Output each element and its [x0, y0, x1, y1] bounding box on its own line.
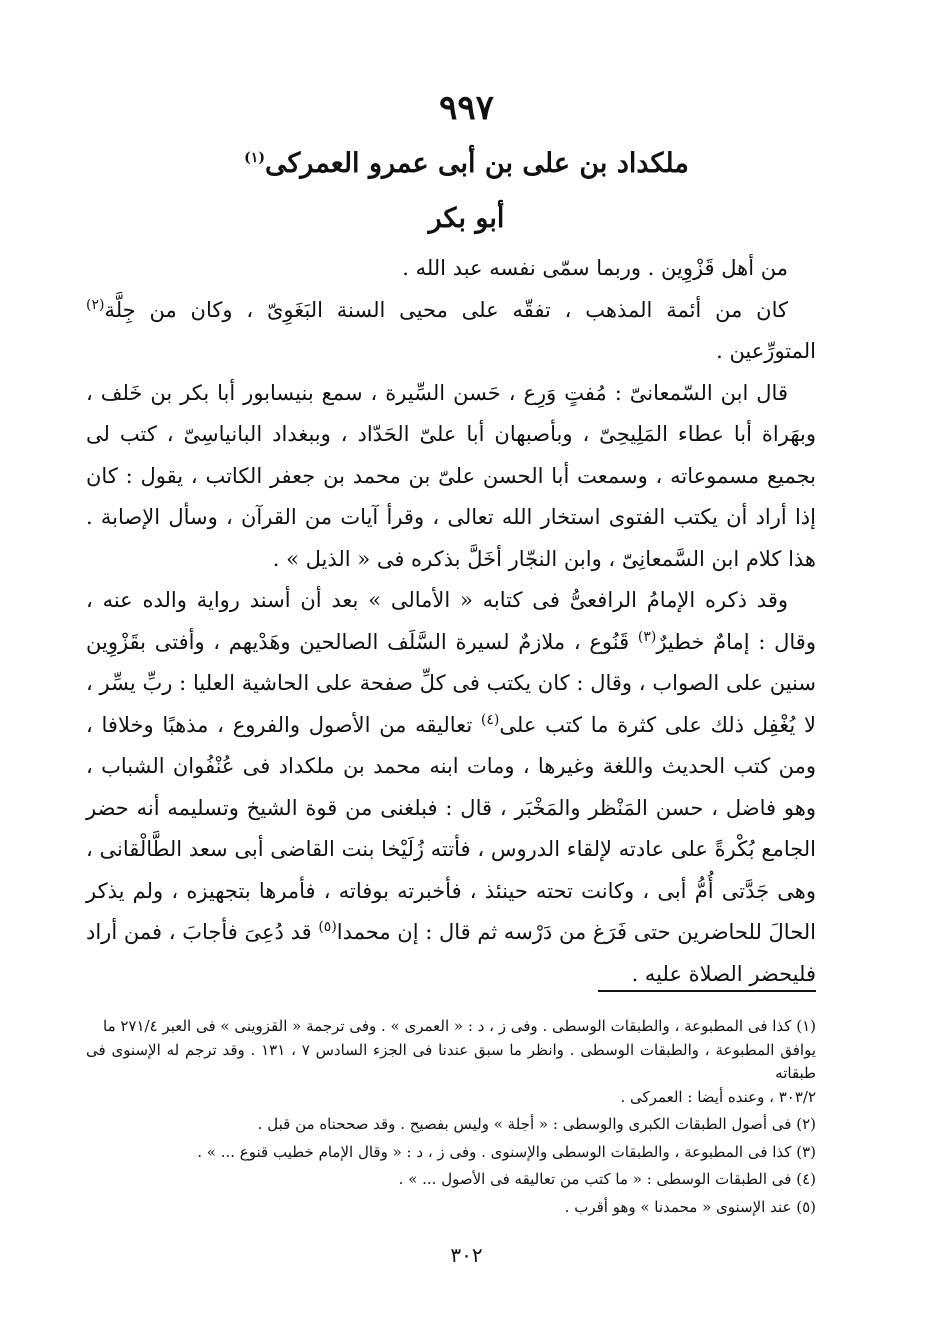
footnote-marker: (٢): [86, 296, 105, 313]
footnote: [86, 1168, 816, 1192]
paragraph: [86, 248, 816, 290]
footnote-marker: (٣): [637, 628, 657, 645]
main-text: [86, 248, 816, 995]
footnote-line: يوافق المطبوعة ، والطبقات الوسطى . وانظر ما سبق عندنا فى الجزء السادس ٧ ، ١٣١ . وقد ترجم له الإسنوى فى طبقاته: [86, 1040, 816, 1082]
paragraph-text: كان من أئمة المذهب ، تفقّه على محيى السنة البَغَوِىّ ، وكان من جِلَّة: [104, 297, 788, 322]
footnotes: [86, 1015, 816, 1223]
paragraph-text: المتورِّعين .: [716, 339, 816, 363]
paragraph: [86, 373, 816, 581]
footnote: [86, 1113, 816, 1137]
footnote-marker: (٤): [480, 711, 500, 728]
paragraph: [86, 290, 816, 373]
title-footnote-marker: (١): [244, 150, 265, 166]
entry-kunya: أبو بكر: [428, 203, 505, 234]
footnote-line: ٣٠٣/٢ ، وعنده أيضا : العمركى .: [620, 1087, 816, 1106]
footnote: [86, 1015, 816, 1109]
paragraph-text: قال ابن السّمعانىّ : مُفتٍ وَرِع ، حَسن السِّيرة ، سمع بنيسابور أبا بكر بن خَلف ، وبهَراة أبا عطاء المَلِيحِىّ ، وبأصبهان أبا علىّ الحَدّاد ، وببغداد البانياسِىّ ، كتب لى بجميع مسموعاته ، وسمعت أبا الحسن علىّ بن محمد بن جعفر الكاتب ، يقول : كان إذا أراد أن يكتب الفتوى استخار الله تعالى ، وقرأ آيات من القرآن ، وسأل الإصابة . هذا كلام ابن السَّمعانِىّ ، وابن النجّار أخَلَّ بذكره فى « الذيل » .: [86, 380, 816, 571]
paragraph-text: وقد ذكره الإمامُ الرافعىُّ فى كتابه « الأمالى » بعد أن أسند رواية والده عنه ، وقال : إمامٌ خطيرٌ: [86, 588, 816, 654]
footnote-line: (٥) عند الإسنوى « محمدنا » وهو أقرب .: [564, 1197, 816, 1216]
paragraph-text: تعاليقه من الأصول والفروع ، مذهبًا وخلافا ، ومن كتب الحديث واللغة وغيرها ، ومات ابنه محمد بن ملكداد فى عُنْفُوان الشباب ، وهو فاضل ، حسن المَنْظر والمَخْبَر ، قال : فبلغنى من قوة الشيخ وتسليمه أنه حضر الجامع بُكْرةً على عادته لإلقاء الدروس ، فأتته زُلَيْخا بنت القاضى أبى سعد الطَّالْقانى ، وهى جَدَّتى أُمُّ أبى ، وكانت تحته حينئذ ، فأخبرته بوفاته ، فأمرها بتجهيزه ، ولم يذكر الحالَ للحاضرين حتى فَرَغ من دَرْسه ثم قال : إن محمدا: [86, 712, 816, 944]
footnote-line: (٢) فى أصول الطبقات الكبرى والوسطى : « أجلة » وليس بفصيح . وقد صححناه من قبل .: [257, 1115, 816, 1133]
paragraph-text: قَنُوع ، ملازمٌ لسيرة السَّلَف الصالحين وهَدْيهم ، وأفتى بقَزْوِين سنين على الصواب ، وقال : كان يكتب فى كلِّ صفحة على الحاشية العليا : ربِّ يسِّر ، لا يُغْفِل ذلك على كثرة ما كتب على: [86, 629, 817, 737]
paragraph: [86, 580, 816, 995]
entry-title: [0, 148, 933, 179]
footnote-line: (٤) فى الطبقات الوسطى : « ما كتب من تعاليقه فى الأصول ... » .: [398, 1170, 816, 1188]
paragraph-text: قد دُعِىَ فأجابَ ، فمن أراد فليحضر الصلاة عليه .: [86, 920, 816, 986]
footnote: [86, 1141, 816, 1165]
entry-title-text: ملكداد بن على بن أبى عمرو العمركى: [264, 148, 689, 179]
footnote-line: (٣) كذا فى المطبوعة ، والطبقات الوسطى والإسنوى . وفى ز ، د : « وقال الإمام خطيب قنوع ... » .: [197, 1142, 816, 1161]
paragraph-text: من أهل قَزْوِين . وربما سمّى نفسه عبد الله .: [402, 256, 788, 280]
entry-number: ٩٩٧: [439, 88, 494, 128]
page-number: ٣٠٢: [450, 1243, 483, 1267]
footnote-line: (١) كذا فى المطبوعة ، والطبقات الوسطى . وفى ز ، د : « العمرى » . وفى ترجمة « القزوينى » فى العبر ٢٧١/٤ ما: [103, 1017, 816, 1035]
footnote-marker: (٥): [318, 919, 337, 935]
footnote-separator: [598, 990, 816, 992]
footnote: [86, 1196, 816, 1220]
